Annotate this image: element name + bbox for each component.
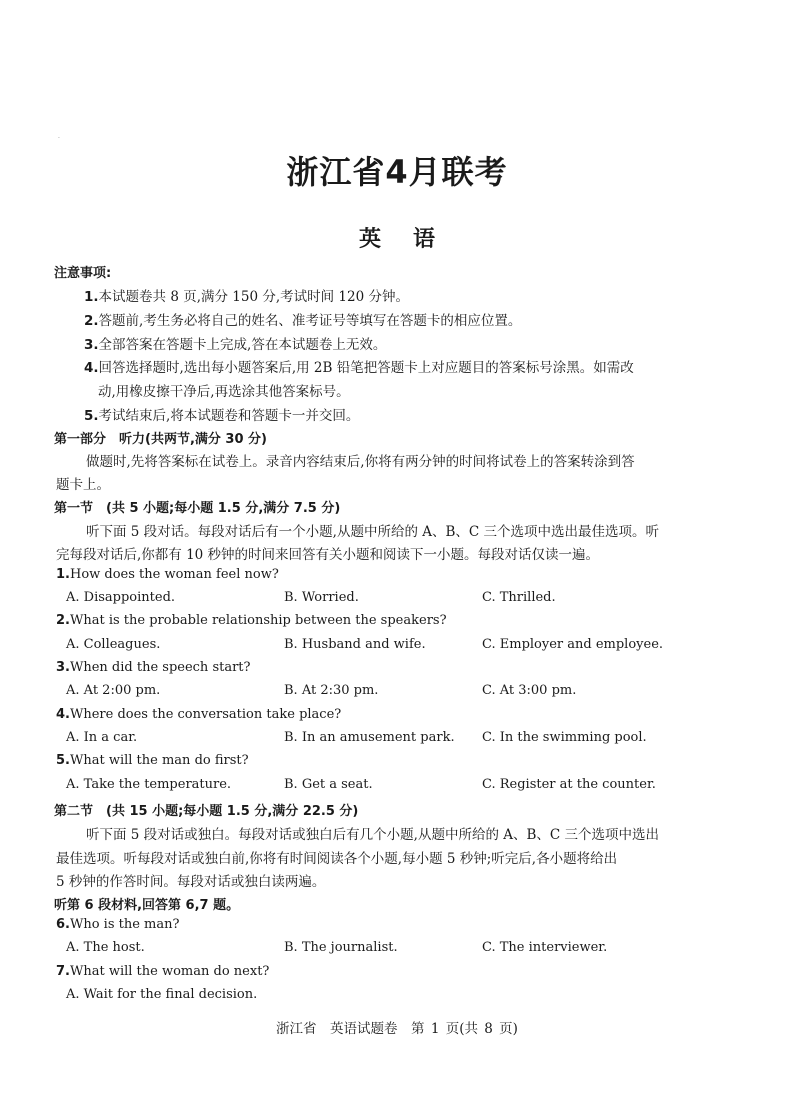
- q3-option-c: C. At 3:00 pm.: [482, 683, 577, 698]
- page-footer: 浙江省 英语试题卷 第 1 页(共 8 页): [276, 1021, 518, 1037]
- q1-option-b: B. Worried.: [284, 590, 359, 605]
- notice-item-2: 2.答题前,考生务必将自己的姓名、准考证号等填写在答题卡的相应位置。: [84, 313, 522, 329]
- q3-option-b: B. At 2:30 pm.: [284, 683, 379, 698]
- part1-heading: 第一部分 听力(共两节,满分 30 分): [54, 432, 267, 447]
- q2-option-b: B. Husband and wife.: [284, 637, 426, 652]
- q3-option-a: A. At 2:00 pm.: [66, 683, 161, 698]
- section2-instructions-2: 最佳选项。听每段对话或独白前,你将有时间阅读各个小题,每小题 5 秒钟;听完后,各小题将给出: [56, 851, 618, 867]
- section2-subheading: 听第 6 段材料,回答第 6,7 题。: [54, 898, 240, 913]
- q1-option-a: A. Disappointed.: [66, 590, 176, 605]
- q6-option-c: C. The interviewer.: [482, 940, 608, 955]
- notice-item-1: 1.本试题卷共 8 页,满分 150 分,考试时间 120 分钟。: [84, 289, 409, 305]
- exam-title: 浙江省4月联考: [286, 153, 508, 191]
- question-7: 7.What will the woman do next?: [56, 964, 270, 979]
- question-5: 5.What will the man do first?: [56, 753, 249, 768]
- section1-heading: 第一节 (共 5 小题;每小题 1.5 分,满分 7.5 分): [54, 501, 341, 516]
- q5-option-b: B. Get a seat.: [284, 777, 373, 792]
- question-3: 3.When did the speech start?: [56, 660, 251, 675]
- q5-option-a: A. Take the temperature.: [66, 777, 232, 792]
- scan-dot: ·: [58, 135, 60, 142]
- question-6: 6.Who is the man?: [56, 917, 180, 932]
- q2-option-c: C. Employer and employee.: [482, 637, 664, 652]
- section2-instructions-1: 听下面 5 段对话或独白。每段对话或独白后有几个小题,从题中所给的 A、B、C 三个选项中选出: [86, 827, 660, 843]
- part1-instructions-2: 题卡上。: [56, 477, 110, 493]
- q7-option-a: A. Wait for the final decision.: [66, 987, 258, 1002]
- question-2: 2.What is the probable relationship between the speakers?: [56, 613, 447, 628]
- section1-instructions-2: 完每段对话后,你都有 10 秒钟的时间来回答有关小题和阅读下一小题。每段对话仅读一遍。: [56, 547, 600, 563]
- q4-option-b: B. In an amusement park.: [284, 730, 455, 745]
- section2-instructions-3: 5 秒钟的作答时间。每段对话或独白读两遍。: [56, 874, 326, 890]
- question-4: 4.Where does the conversation take place?: [56, 707, 342, 722]
- subject-char-1: 英: [358, 227, 381, 252]
- q5-option-c: C. Register at the counter.: [482, 777, 656, 792]
- q6-option-a: A. The host.: [66, 940, 145, 955]
- notice-item-4: 4.回答选择题时,选出每小题答案后,用 2B 铅笔把答题卡上对应题目的答案标号涂黑。如需改: [84, 360, 634, 376]
- notice-item-5: 5.考试结束后,将本试题卷和答题卡一并交回。: [84, 408, 360, 424]
- question-1: 1.How does the woman feel now?: [56, 567, 279, 582]
- q4-option-a: A. In a car.: [66, 730, 138, 745]
- subject-char-2: 语: [413, 227, 436, 252]
- q4-option-c: C. In the swimming pool.: [482, 730, 647, 745]
- subject-title: [0, 222, 794, 253]
- notice-heading: 注意事项:: [54, 266, 112, 281]
- part1-instructions-1: 做题时,先将答案标在试卷上。录音内容结束后,你将有两分钟的时间将试卷上的答案转涂到答: [86, 454, 635, 470]
- section1-instructions-1: 听下面 5 段对话。每段对话后有一个小题,从题中所给的 A、B、C 三个选项中选出最佳选项。听: [86, 524, 660, 540]
- notice-item-4-cont: 动,用橡皮擦干净后,再选涂其他答案标号。: [98, 384, 350, 400]
- section2-heading: 第二节 (共 15 小题;每小题 1.5 分,满分 22.5 分): [54, 804, 359, 819]
- notice-item-3: 3.全部答案在答题卡上完成,答在本试题卷上无效。: [84, 337, 387, 353]
- q2-option-a: A. Colleagues.: [66, 637, 161, 652]
- q6-option-b: B. The journalist.: [284, 940, 398, 955]
- q1-option-c: C. Thrilled.: [482, 590, 556, 605]
